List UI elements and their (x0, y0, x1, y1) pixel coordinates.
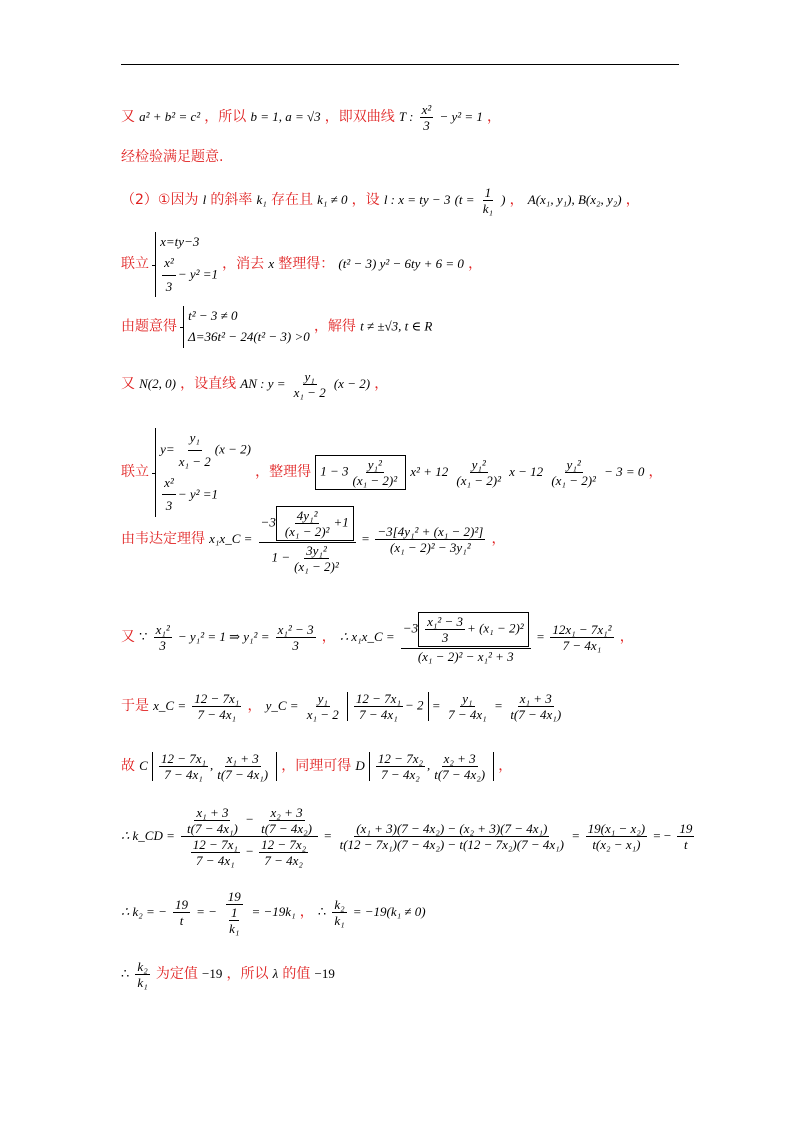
formula: a² + b² = c² (139, 109, 201, 124)
text: 经检验满足题意. (121, 149, 224, 165)
formula: l : x = ty − 3 (383, 192, 451, 207)
formula: = −19(k₁ ≠ 0) (352, 904, 426, 919)
text: ， (321, 629, 336, 645)
formula: (t² − 3) y² − 6ty + 6 = 0 (338, 256, 464, 272)
line-verification (121, 150, 223, 164)
text: ， (648, 464, 663, 481)
equals: = (494, 698, 503, 713)
line-point-c-coords (121, 692, 565, 721)
text: ， (299, 904, 314, 920)
formula: ∴ x₁x_C = (339, 629, 395, 644)
fraction: $\frac{\text{k₂}}{\text{k₁}}$ (137, 959, 148, 990)
text: ，同理可得 (281, 758, 352, 774)
formula: = −19k₁ (251, 904, 296, 919)
line-hyperbola-result (121, 103, 501, 132)
text: ， (374, 376, 389, 392)
formula: x (268, 256, 275, 272)
formula: −19 (314, 966, 335, 981)
formula: −19 (202, 966, 223, 981)
fraction: $\frac{\text{y₁}}{\text{x₁ − 2}}$ (306, 691, 339, 722)
formula: = − (196, 904, 217, 919)
line-discriminant (121, 306, 432, 348)
formula: = − (653, 828, 672, 843)
fraction: $\frac{\text{19(x₁ − x₂)}}{\text{t(x₂ − x₁)}}$ (587, 821, 646, 852)
line-line-an (121, 370, 388, 399)
fraction: $\frac{19}{t}$ (679, 821, 693, 852)
formula: t ≠ ±√3, t ∈ R (360, 318, 433, 334)
formula: x² + 12 (410, 464, 449, 480)
text: 由韦达定理得 (121, 531, 205, 547)
text: ，设直线 (180, 376, 237, 392)
line-slope-cd (121, 806, 696, 867)
text: 又 (121, 376, 135, 392)
equation-system: x=ty−3 $\frac{\text{x²}}{3}$ − y² =1 (155, 232, 218, 297)
formula: x − 12 (509, 464, 544, 480)
formula: N(2, 0) (139, 376, 176, 391)
formula: A(x₁, y₁), B(x₂, y₂) (527, 192, 622, 207)
formula: b = 1, a = √3 (250, 109, 321, 124)
formula: λ (272, 966, 279, 981)
text: 故 (121, 758, 135, 774)
line-points-c-d (121, 752, 512, 781)
equation-system: t² − 3 ≠ 0 Δ=36t² − 24(t² − 3) >0 (183, 306, 310, 348)
text: 联立 (121, 464, 149, 481)
because-symbol: ∵ (139, 629, 148, 644)
fraction: $\frac{\text{x²}}{3}$ (421, 102, 432, 133)
formula: ∴ k₂ = − (121, 904, 167, 919)
line-k2 (121, 890, 426, 935)
fraction: $\frac{\text{−3[4y₁² + (x₁ − 2)²]}}{\text{(x₁ − 2)² − 3y₁²}}$ (377, 524, 484, 555)
formula: AN : y = (240, 376, 286, 391)
text: 联立 (121, 256, 149, 273)
text: 又 (121, 109, 135, 125)
formula: ) (501, 192, 506, 207)
text: ， (619, 629, 634, 645)
fraction: $\frac{\text{12x₁ − 7x₁²}}{\text{7 − 4x₁}}$ (552, 622, 612, 653)
text: ，设 (351, 192, 380, 208)
formula: k₁ (256, 192, 267, 207)
fraction: $\frac{19}{t}$ (175, 897, 188, 928)
text: ，整理得 (255, 464, 312, 481)
formula: T : (398, 109, 414, 124)
fraction: $\frac{1}{\text{k₁}}$ (482, 185, 493, 216)
text: 于是 (121, 698, 149, 714)
text: ，所以 (204, 109, 247, 125)
formula: k₁ ≠ 0 (317, 192, 348, 207)
bracket-term: 1 − 3 $\frac{\text{y₁²}}{\text{(x₁ − 2)²}}$ (315, 455, 406, 490)
paren-term: $\frac{\text{12 − 7x₁}}{\text{7 − 4x₁}}$ , $\frac{\text{x₁ + 3}}{\text{t(7 − 4x₁)}}$ (152, 752, 277, 781)
text: ，消去 (222, 256, 265, 273)
text: ， (625, 192, 640, 208)
equals: = (324, 828, 332, 843)
fraction: $\frac{\text{y₁²}}{\text{(x₁ − 2)²}}$ (456, 457, 501, 489)
header-rule (121, 64, 679, 65)
text: ， (498, 758, 513, 774)
equals: = (432, 698, 440, 713)
text: ， (468, 256, 483, 273)
formula: − y₁² = 1 ⇒ y₁² = (177, 629, 270, 644)
text: （2）①因为 (121, 192, 199, 208)
paren-term: $\frac{\text{12 − 7x₁}}{\text{7 − 4x₁}}$ − 2 (347, 692, 429, 721)
line-conclusion (121, 960, 335, 989)
equals: = (572, 828, 580, 843)
fraction: −3 $\frac{\text{x₁² − 3}}{3}$ + (x₁ − 2)² (x₁ − 2)² − x₁² + 3 (401, 612, 531, 663)
line-substitution (121, 612, 634, 663)
fraction: $\frac{\text{x₁ + 3}}{\text{t(7 − 4x₁)}}$ − $\frac{\text{x₂ + 3}}{\text{t(7 − 4x₂)}}$ $\frac{\text{12 − 7x₁}}{\text{7 − 4x₁}}$ − $\frac{\text{12 − 7x₂}}{\text{7 − 4x₂}}$ (181, 806, 318, 867)
equation-system: y= $\frac{\text{y₁}}{\text{x₁ − 2}}$ (x − 2) $\frac{\text{x²}}{3}$ − y² =1 (155, 428, 251, 517)
formula: C (139, 758, 148, 773)
fraction: $\frac{\text{y₁}}{\text{7 − 4x₁}}$ (448, 691, 487, 722)
formula: − y² = 1 (439, 109, 483, 124)
text: ， (247, 698, 262, 714)
formula: l (202, 192, 207, 207)
text: 为定值 (155, 966, 198, 982)
text: 的值 (282, 966, 311, 982)
text: 整理得： (278, 256, 335, 273)
therefore-symbol: ∴ (121, 966, 130, 981)
fraction: −3 $\frac{\text{4y₁²}}{\text{(x₁ − 2)²}}$ +1 1 − $\frac{\text{3y₁²}}{\text{(x₁ − 2)²}}$ (259, 506, 356, 573)
line-part2-setup (121, 186, 640, 215)
text: ，即双曲线 (324, 109, 395, 125)
formula: ∴ k_CD = (121, 828, 175, 843)
fraction: $\frac{\text{y₁}}{\text{x₁ − 2}}$ (293, 369, 326, 400)
line-vieta (121, 506, 505, 573)
text: 由题意得 (121, 318, 177, 335)
fraction: $\frac{\text{12 − 7x₁}}{\text{7 − 4x₁}}$ (194, 691, 240, 722)
text: 又 (121, 629, 135, 645)
fraction: $\frac{\text{(x₁ + 3)(7 − 4x₂) − (x₂ + 3)(7 − 4x₁)}}{\text{t(12 − 7x₁)(7 − 4x₂) − t(12 − 7x₂)(7 − 4x₁)}}$ (339, 821, 564, 852)
text: 存在且 (270, 192, 313, 208)
formula: (t = (454, 192, 475, 207)
fraction: $\frac{19}{\frac{1}{\text{k₁}}}$ (227, 889, 241, 936)
formula: x_C = (153, 698, 187, 713)
formula: − 3 = 0 (604, 464, 645, 480)
text: ，解得 (313, 318, 356, 335)
equals: = (536, 629, 545, 644)
text: ， (509, 192, 524, 208)
formula: y_C = (265, 698, 299, 713)
fraction: $\frac{\text{x₁² − 3}}{3}$ (277, 622, 314, 653)
fraction: $\frac{\text{x₁ + 3}}{\text{t(7 − 4x₁)}}$ (510, 691, 562, 722)
fraction: $\frac{\text{k₂}}{\text{k₁}}$ (334, 897, 345, 928)
text: 的斜率 (210, 192, 253, 208)
formula: (x − 2) (333, 376, 371, 391)
therefore-symbol: ∴ (317, 904, 327, 919)
paren-term: $\frac{\text{12 − 7x₂}}{\text{7 − 4x₂}}$ , $\frac{\text{x₂ + 3}}{\text{t(7 − 4x₂)}}$ (369, 752, 494, 781)
text: ， (487, 109, 502, 125)
fraction: $\frac{\text{x₁²}}{3}$ (155, 622, 170, 653)
fraction: $\frac{\text{y₁²}}{\text{(x₁ − 2)²}}$ (551, 457, 596, 489)
text: ， (491, 531, 506, 547)
equals: = (361, 531, 370, 546)
text: ，所以 (226, 966, 269, 982)
formula: D (355, 758, 365, 773)
line-system-2 (121, 428, 663, 517)
formula: x₁x_C = (209, 531, 253, 546)
line-system-1 (121, 232, 482, 297)
